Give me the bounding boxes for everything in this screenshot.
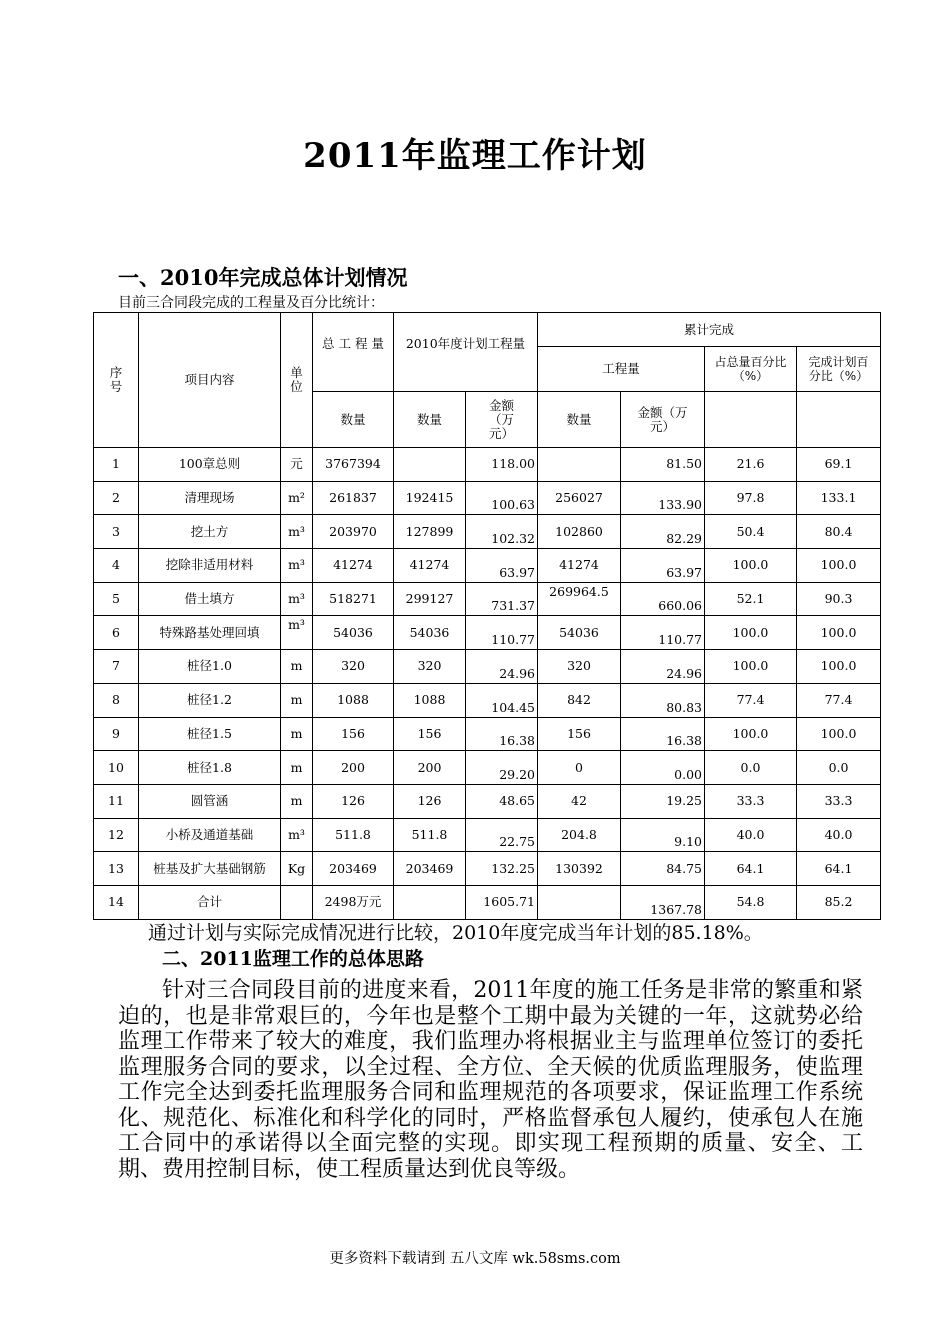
cell-pct-plan: 40.0	[797, 818, 881, 852]
cell-done-qty	[538, 885, 621, 919]
table-row	[94, 885, 881, 919]
cell-pct-plan: 133.1	[797, 481, 881, 515]
header-pct-plan-blank	[797, 392, 881, 448]
cell-done-qty: 54036	[538, 616, 621, 650]
table-row	[94, 582, 881, 616]
cell-plan-amount: 100.63	[466, 481, 538, 515]
cell-unit: m	[281, 683, 313, 717]
cell-item: 桩径1.5	[139, 717, 281, 751]
header-seq: 序号	[94, 313, 139, 448]
header-pct-plan: 完成计划百分比（%）	[797, 347, 881, 392]
cell-pct-plan: 85.2	[797, 885, 881, 919]
cell-total: 511.8	[313, 818, 394, 852]
cell-done-qty: 269964.5	[538, 582, 621, 616]
cell-total: 200	[313, 751, 394, 785]
cell-plan-qty: 200	[394, 751, 466, 785]
cell-unit: m³	[281, 818, 313, 852]
header-done-qty: 数量	[538, 392, 621, 448]
cell-plan-qty: 1088	[394, 683, 466, 717]
cell-done-qty: 42	[538, 784, 621, 818]
cell-seq: 4	[94, 549, 139, 583]
cell-pct-total: 0.0	[705, 751, 797, 785]
cell-done-amount: 19.25	[621, 784, 705, 818]
cell-item: 圆管涵	[139, 784, 281, 818]
cell-unit: 元	[281, 448, 313, 482]
table-row	[94, 448, 881, 482]
cell-total: 2498万元	[313, 885, 394, 919]
section-1-intro: 目前三合同段完成的工程量及百分比统计：	[118, 295, 384, 311]
header-pct-total: 占总量百分比（%）	[705, 347, 797, 392]
cell-pct-plan: 77.4	[797, 683, 881, 717]
cell-plan-amount: 102.32	[466, 515, 538, 549]
cell-done-amount: 24.96	[621, 650, 705, 684]
cell-total: 126	[313, 784, 394, 818]
cell-done-amount: 84.75	[621, 852, 705, 886]
cell-total: 41274	[313, 549, 394, 583]
cell-plan-qty: 511.8	[394, 818, 466, 852]
cell-done-amount: 1367.78	[621, 885, 705, 919]
cell-total: 156	[313, 717, 394, 751]
header-plan-qty: 数量	[394, 392, 466, 448]
cell-plan-amount: 132.25	[466, 852, 538, 886]
page-title: 2011年监理工作计划	[303, 136, 647, 176]
cell-item: 小桥及通道基础	[139, 818, 281, 852]
table-row	[94, 549, 881, 583]
cell-plan-qty	[394, 448, 466, 482]
cell-unit: m²	[281, 481, 313, 515]
cell-unit: m	[281, 751, 313, 785]
cell-seq: 2	[94, 481, 139, 515]
cell-seq: 13	[94, 852, 139, 886]
cell-done-amount: 16.38	[621, 717, 705, 751]
cell-pct-plan: 33.3	[797, 784, 881, 818]
cell-plan-amount: 1605.71	[466, 885, 538, 919]
cell-item: 桩径1.8	[139, 751, 281, 785]
header-plan-2010: 2010年度计划工程量	[394, 313, 538, 392]
cell-done-qty: 842	[538, 683, 621, 717]
table-row	[94, 717, 881, 751]
table-row	[94, 515, 881, 549]
cell-pct-plan: 64.1	[797, 852, 881, 886]
cell-unit: m	[281, 784, 313, 818]
cell-plan-qty: 54036	[394, 616, 466, 650]
cell-item: 挖除非适用材料	[139, 549, 281, 583]
cell-done-qty: 0	[538, 751, 621, 785]
cell-done-amount: 9.10	[621, 818, 705, 852]
table-row	[94, 784, 881, 818]
header-pct-total-blank	[705, 392, 797, 448]
cell-plan-qty: 299127	[394, 582, 466, 616]
cell-pct-total: 100.0	[705, 549, 797, 583]
cell-done-qty: 156	[538, 717, 621, 751]
cell-pct-plan: 100.0	[797, 717, 881, 751]
cell-unit: m³	[281, 582, 313, 616]
cell-pct-total: 33.3	[705, 784, 797, 818]
cell-seq: 9	[94, 717, 139, 751]
cell-pct-plan: 100.0	[797, 650, 881, 684]
cell-done-amount: 81.50	[621, 448, 705, 482]
cell-plan-qty: 192415	[394, 481, 466, 515]
table-row	[94, 650, 881, 684]
cell-item: 清理现场	[139, 481, 281, 515]
cell-plan-amount: 63.97	[466, 549, 538, 583]
cell-done-qty: 204.8	[538, 818, 621, 852]
cell-unit	[281, 885, 313, 919]
cell-unit: m³	[281, 515, 313, 549]
cell-plan-amount: 104.45	[466, 683, 538, 717]
cell-plan-amount: 22.75	[466, 818, 538, 852]
cell-done-qty: 130392	[538, 852, 621, 886]
cell-plan-amount: 118.00	[466, 448, 538, 482]
cell-total: 518271	[313, 582, 394, 616]
cell-pct-total: 64.1	[705, 852, 797, 886]
cell-pct-plan: 80.4	[797, 515, 881, 549]
table-row	[94, 751, 881, 785]
cell-plan-amount: 731.37	[466, 582, 538, 616]
cell-plan-qty: 127899	[394, 515, 466, 549]
cell-unit: m³	[281, 549, 313, 583]
cell-plan-qty: 156	[394, 717, 466, 751]
summary-text: 通过计划与实际完成情况进行比较，2010年度完成当年计划的85.18%。	[148, 922, 763, 944]
cell-plan-qty: 320	[394, 650, 466, 684]
cell-unit: Kg	[281, 852, 313, 886]
cell-pct-plan: 69.1	[797, 448, 881, 482]
cell-unit: m³	[281, 616, 313, 650]
header-item: 项目内容	[139, 313, 281, 448]
table-body	[94, 448, 881, 920]
table-row	[94, 481, 881, 515]
header-qty: 数量	[313, 392, 394, 448]
cell-unit: m	[281, 717, 313, 751]
cell-done-amount: 80.83	[621, 683, 705, 717]
cell-seq: 8	[94, 683, 139, 717]
cell-total: 3767394	[313, 448, 394, 482]
cell-item: 借土填方	[139, 582, 281, 616]
cell-done-amount: 133.90	[621, 481, 705, 515]
cell-total: 1088	[313, 683, 394, 717]
cell-pct-total: 50.4	[705, 515, 797, 549]
cell-seq: 10	[94, 751, 139, 785]
table-row	[94, 616, 881, 650]
cell-seq: 7	[94, 650, 139, 684]
cell-pct-total: 100.0	[705, 616, 797, 650]
cell-pct-total: 100.0	[705, 650, 797, 684]
cell-plan-amount: 29.20	[466, 751, 538, 785]
cell-pct-plan: 100.0	[797, 549, 881, 583]
cell-pct-total: 21.6	[705, 448, 797, 482]
cell-done-amount: 0.00	[621, 751, 705, 785]
cell-total: 203469	[313, 852, 394, 886]
cell-item: 桩径1.0	[139, 650, 281, 684]
cell-seq: 12	[94, 818, 139, 852]
header-cum-qty-group: 工程量	[538, 347, 705, 392]
completion-table	[93, 312, 881, 920]
cell-total: 320	[313, 650, 394, 684]
cell-seq: 1	[94, 448, 139, 482]
cell-plan-amount: 24.96	[466, 650, 538, 684]
section-2-heading: 二、2011监理工作的总体思路	[162, 948, 424, 970]
cell-item: 特殊路基处理回填	[139, 616, 281, 650]
cell-seq: 5	[94, 582, 139, 616]
cell-plan-qty	[394, 885, 466, 919]
cell-plan-amount: 48.65	[466, 784, 538, 818]
cell-plan-amount: 16.38	[466, 717, 538, 751]
cell-seq: 3	[94, 515, 139, 549]
cell-pct-total: 77.4	[705, 683, 797, 717]
cell-pct-total: 97.8	[705, 481, 797, 515]
cell-plan-amount: 110.77	[466, 616, 538, 650]
cell-done-qty: 256027	[538, 481, 621, 515]
cell-plan-qty: 126	[394, 784, 466, 818]
cell-pct-plan: 0.0	[797, 751, 881, 785]
cell-pct-total: 100.0	[705, 717, 797, 751]
cell-total: 261837	[313, 481, 394, 515]
cell-seq: 6	[94, 616, 139, 650]
cell-item: 合计	[139, 885, 281, 919]
cell-seq: 14	[94, 885, 139, 919]
cell-pct-total: 52.1	[705, 582, 797, 616]
cell-plan-qty: 203469	[394, 852, 466, 886]
header-cumulative: 累计完成	[538, 313, 881, 347]
header-plan-amount: 金额（万元）	[466, 392, 538, 448]
cell-done-amount: 82.29	[621, 515, 705, 549]
cell-done-qty	[538, 448, 621, 482]
cell-done-amount: 660.06	[621, 582, 705, 616]
cell-done-qty: 320	[538, 650, 621, 684]
cell-pct-total: 40.0	[705, 818, 797, 852]
cell-item: 桩径1.2	[139, 683, 281, 717]
footer-link-text: 更多资料下载请到 五八文库 wk.58sms.com	[329, 1251, 621, 1267]
table-row	[94, 852, 881, 886]
cell-plan-qty: 41274	[394, 549, 466, 583]
header-unit: 单位	[281, 313, 313, 448]
cell-done-amount: 63.97	[621, 549, 705, 583]
cell-done-qty: 41274	[538, 549, 621, 583]
section-2-paragraph: 针对三合同段目前的进度来看，2011年度的施工任务是非常的繁重和紧迫的，也是非常艰巨的，今年也是整个工期中最为关键的一年，这就势必给监理工作带来了较大的难度，我们监理办将根据业主与监理单位签订的委托监理服务合同的要求，以全过程、全方位、全天候的优质监理服务，使监理工作完全达到委托监理服务合同和监理规范的各项要求，保证监理工作系统化、规范化、标准化和科学化的同时，严格监督承包人履约，使承包人在施工合同中的承诺得以全面完整的实现。即实现工程预期的质量、安全、工期、费用控制目标，使工程质量达到优良等级。	[118, 978, 863, 1182]
cell-seq: 11	[94, 784, 139, 818]
cell-done-qty: 102860	[538, 515, 621, 549]
table-row	[94, 818, 881, 852]
cell-pct-plan: 100.0	[797, 616, 881, 650]
table-row	[94, 683, 881, 717]
header-done-amount: 金额（万元）	[621, 392, 705, 448]
cell-item: 桩基及扩大基础钢筋	[139, 852, 281, 886]
cell-unit: m	[281, 650, 313, 684]
cell-pct-plan: 90.3	[797, 582, 881, 616]
cell-pct-total: 54.8	[705, 885, 797, 919]
cell-total: 203970	[313, 515, 394, 549]
header-total-qty: 总 工 程 量	[313, 313, 394, 392]
cell-total: 54036	[313, 616, 394, 650]
cell-done-amount: 110.77	[621, 616, 705, 650]
cell-item: 100章总则	[139, 448, 281, 482]
cell-item: 挖土方	[139, 515, 281, 549]
section-1-heading: 一、2010年完成总体计划情况	[118, 265, 408, 290]
